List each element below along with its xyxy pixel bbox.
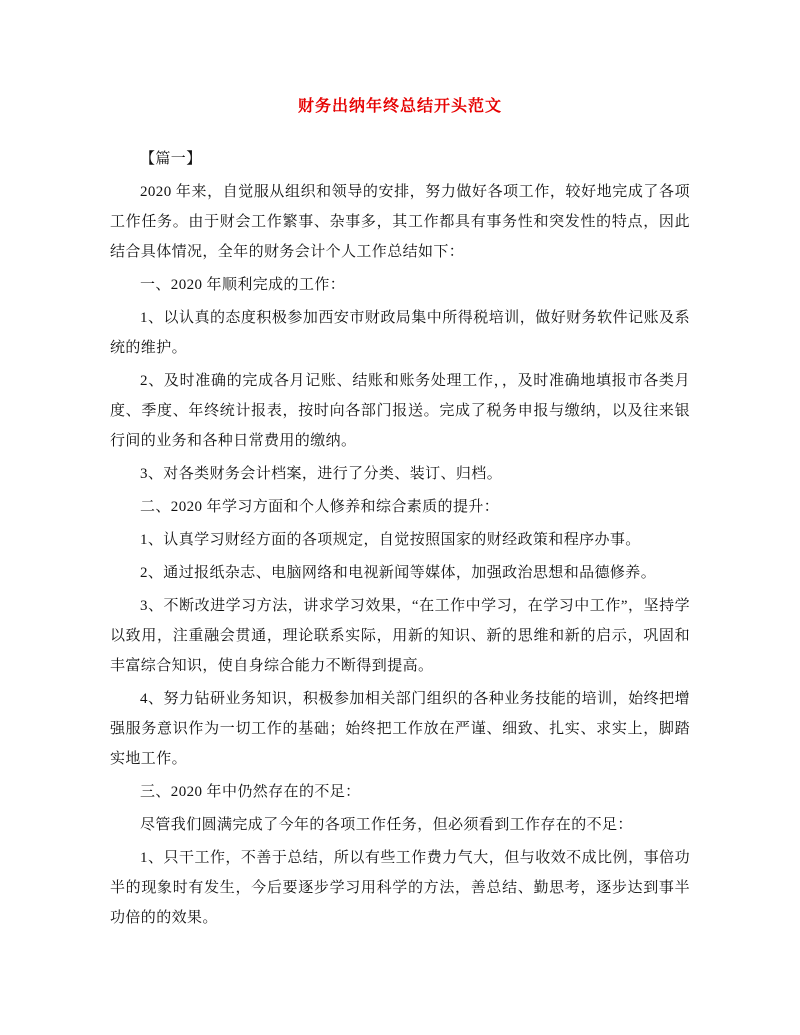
document-title: 财务出纳年终总结开头范文 — [297, 98, 502, 115]
paragraph-heading: 三、2020 年中仍然存在的不足： — [140, 784, 361, 800]
paragraph-section-label: 【篇一】 — [140, 151, 202, 167]
paragraph-heading: 二、2020 年学习方面和个人修养和综合素质的提升： — [140, 499, 500, 515]
paragraph-heading: 一、2020 年顺利完成的工作： — [140, 277, 346, 293]
paragraph: 1、以认真的态度积极参加西安市财政局集中所得税培训，做好财务软件记账及系统的维护。 — [110, 310, 690, 356]
paragraph: 2、及时准确的完成各月记账、结账和账务处理工作，，及时准确地填报市各类月度、季度、年终统计报表，按时向各部门报送。完成了税务申报与缴纳，以及往来银行间的业务和各种日常费用的缴纳。 — [110, 373, 690, 449]
paragraph: 1、认真学习财经方面的各项规定，自觉按照国家的财经政策和程序办事。 — [140, 532, 641, 548]
paragraph: 3、对各类财务会计档案，进行了分类、装订、归档。 — [140, 466, 503, 482]
paragraph: 尽管我们圆满完成了今年的各项工作任务，但必须看到工作存在的不足： — [140, 817, 633, 833]
paragraph: 2、通过报纸杂志、电脑网络和电视新闻等媒体，加强政治思想和品德修养。 — [140, 565, 657, 581]
document-body — [110, 144, 690, 933]
paragraph: 1、只干工作，不善于总结，所以有些工作费力气大，但与收效不成比例，事倍功半的现象时有发生，今后要逐步学习用科学的方法，善总结、勤思考，逐步达到事半功倍的的效果。 — [110, 850, 690, 926]
paragraph: 2020 年来，自觉服从组织和领导的安排，努力做好各项工作，较好地完成了各项工作任务。由于财会工作繁事、杂事多，其工作都具有事务性和突发性的特点，因此结合具体情况，全年的财务会计个人工作总结如下： — [110, 184, 690, 260]
paragraph: 4、努力钻研业务知识，积极参加相关部门组织的各种业务技能的培训，始终把增强服务意识作为一切工作的基础；始终把工作放在严谨、细致、扎实、求实上，脚踏实地工作。 — [110, 691, 690, 767]
paragraph: 3、不断改进学习方法，讲求学习效果，“在工作中学习，在学习中工作”，坚持学以致用，注重融会贯通，理论联系实际，用新的知识、新的思维和新的启示，巩固和丰富综合知识，使自身综合能力不断得到提高。 — [110, 598, 690, 674]
